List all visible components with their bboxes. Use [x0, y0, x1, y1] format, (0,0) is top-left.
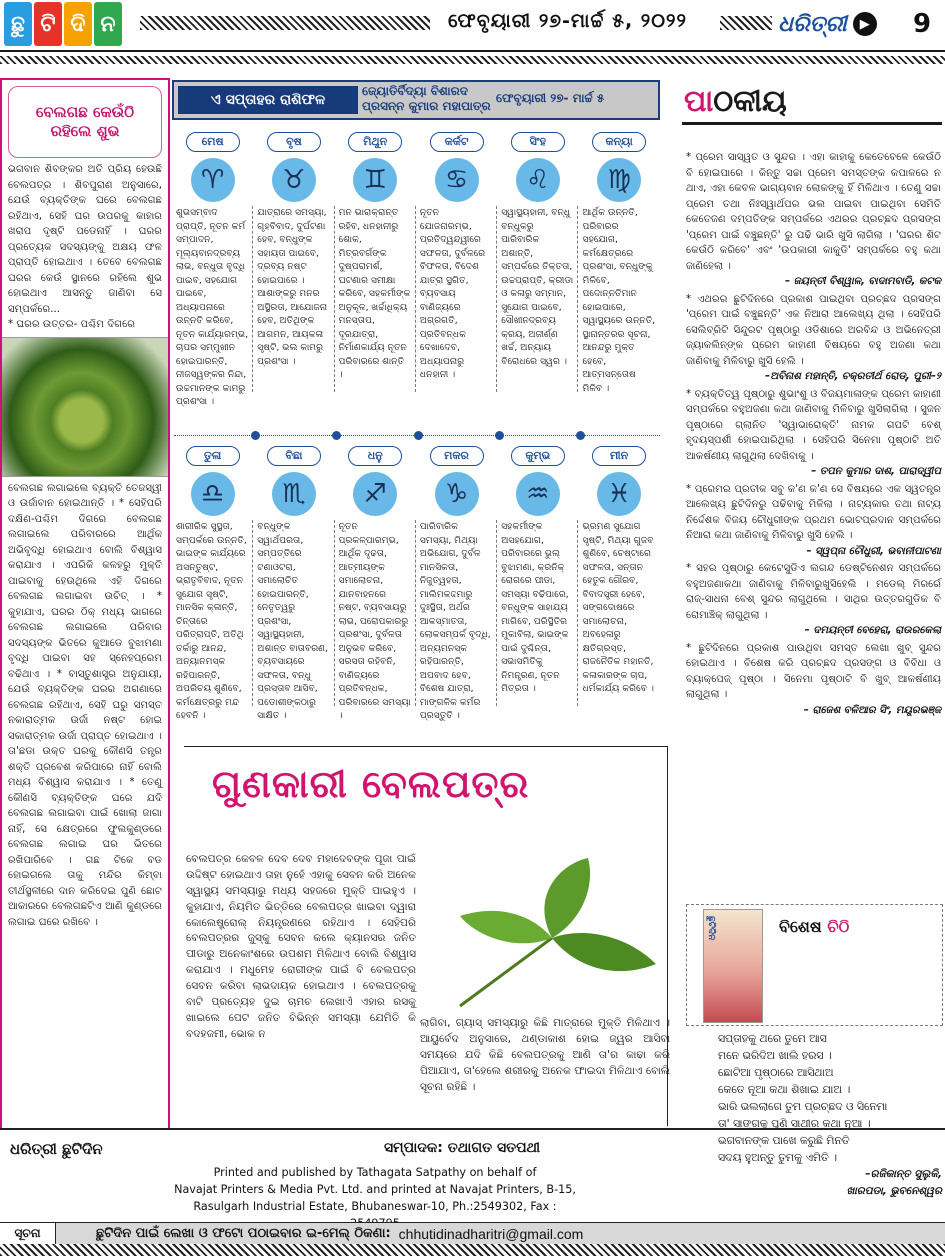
notice-text: ଛୁଟିଦିନ ପାଇଁ ଲେଖା ଓ ଫଟୋ ପଠାଇବାର ଇ-ମେଲ୍ ଠିକଣା: [96, 1226, 391, 1241]
bael-leaf-photo [420, 856, 668, 1012]
zodiac-sign-cell [253, 446, 334, 722]
zodiac-sign-label: କୁମ୍ଭ [511, 446, 565, 466]
zodiac-sign-cell [416, 132, 497, 392]
archer-icon: ♐ [353, 472, 397, 516]
reader-letter-signature: – ସ୍ୱପ୍ନା ଚୌଧୁରୀ, ଭବାନୀପାଟଣା [806, 545, 941, 557]
letters-header [672, 80, 945, 128]
poem-line: ସଦୟ ହୁଅନ୍ତୁ ତୁମକୁ ଏମିତି । [718, 1151, 838, 1165]
water-bearer-icon: ♒ [516, 472, 560, 516]
zodiac-forecast-text: ସହକର୍ମୀଙ୍କ ଅସହଯୋଗ, ପରିବାରରେ ଭୁଲ୍ ବୁଝାମଣା, କ୍ରନିକ୍ ରୋଗରେ ପୀଡା, ସମସ୍ୟା ବଢିପାରେ, ବନ୍ଧୁଙ୍କ ସାହାଯ୍ୟ ମାଗିବେ, ପରିସ୍ଥିତିର ମୁକାବିଲା, ଭାଇଙ୍କ ପାଇଁ ଦୁଶ୍ଚିନ୍ତା, ସଭାସମିତିକୁ ନିମନ୍ତ୍ରଣ, ନୂତନ ମିତ୍ରତା । [497, 520, 578, 706]
reader-letter-signature: – ତପନ କୁମାର ଦାଶ, ପାରାଦ୍ୱୀପ [811, 466, 941, 477]
zodiac-sign-label: କନ୍ୟା [592, 132, 646, 152]
divider-dot [414, 431, 423, 440]
letters-rule [682, 122, 942, 125]
article-body-left: ବେଲପତ୍ର କେବଳ ଦେବ ଦେବ ମହାଦେବଙ୍କ ପୂଜା ପାଇଁ ଉଦ୍ଦିଷ୍ଟ ହୋଇଥାଏ ତାହା ନୁହେଁ ଏହାକୁ ସେବନ କରି ଅନେକ ସ୍ୱାସ୍ଥ୍ୟ ସମସ୍ୟାରୁ ମଧ୍ୟ ସହଜରେ ମୁକ୍ତି ପାଇହୁଏ । କୁହାଯାଏ, ନିୟମିତ ଭିତ୍ତିରେ ବେଲପତ୍ର ଖାଇବା ଦ୍ୱାରା କୋଲେଷ୍ଟ୍ରୋଲ୍ ନିୟନ୍ତ୍ରଣରେ ରହିଥାଏ । ସେହିପରି ବେଲପତ୍ରର ଜୁସ୍କୁ ସେବନ କଲେ କ୍ୟାନସର ଜନିତ ପୀଡାରୁ ଅନେକାଂଶରେ ଉପଶମ ମିଳିଥାଏ ବୋଲି ବିଶ୍ୱାସ କରାଯାଏ । ମଧୁମେହ ରୋଗୀଙ୍କ ପାଇଁ ବି ବେଲପତ୍ର ସେବନ କରିବା ଲାଭଦାୟକ ହୋଇଥାଏ । ବେଲପତ୍ରକୁ ବାଟି ପ୍ରତ୍ୟେହ ଦୁଇ ଚାମଚ ଲେଖାଏଁ ଏହାର ରସକୁ ଖାଇଲେ ପେଟ ଜନିତ ବିଭିନ୍ନ ସମସ୍ୟା ଯେମିତି କି ବଦହଜମୀ, ଭୋକ ନ [186, 853, 416, 1040]
goat-icon: ♑ [435, 472, 479, 516]
left-para-body: ବେଲଗଛ ଲଗାଇଲେ ବ୍ୟକ୍ତି ତେଜସ୍ୱୀ ଓ ଉର୍ଜାବାନ ହୋଇଥାନ୍ତି । * ସେହିପରି ଦକ୍ଷିଣ-ପଶ୍ଚିମ ଦିଗରେ ବେଲଗଛ ଲଗାଇଲେ ପରିବାରରେ ଆର୍ଥିକ ଅଭିବୃଦ୍ଧି ହୋଇଥାଏ ବୋଲି ବିଶ୍ୱାସ କରାଯାଏ । ଏପରିକି କଳହରୁ ମୁକ୍ତି ପାଇବାକୁ ହେଉଥିଲେ ଏହି ଦିଗରେ ବେଲଗଛ ଲଗାଇବା ଉଚିତ୍ । * କୁହାଯାଏ, ଘରର ଠିକ୍ ମଧ୍ୟ ଭାଗରେ ବେଲଗଛ ଲଗାଇଲେ ପରିବାର ସଦସ୍ୟଙ୍କ ଭିତରେ କୁଆଡେ ବୁଝାମଣା ବୃଦ୍ଧି ପାଇବା ସହ ସ୍ନେହପ୍ରେମ ବଢିଥାଏ । * ବାସ୍ତୁଶାସ୍ତ୍ର ଅନୁଯାୟୀ, ଯେଉଁ ବ୍ୟକ୍ତିଙ୍କ ଘରର ଅଗଣାରେ ବେଲଗଛ ରହିଥାଏ, ସେହି ଘରୁ ସମସ୍ତ ନକାରାତ୍ମକ ଉର୍ଜା ନଷ୍ଟ ହୋଇ ସକାରାତ୍ମକ ଉର୍ଜା ପ୍ରାପ୍ତ ହୋଇଥାଏ । ତା'ଛଡା ଉକ୍ତ ଘରକୁ କୌଣସି ତନ୍ତ୍ର ଶକ୍ତି ପ୍ରବେଶ କରିପାରେ ନାହିଁ ବୋଲି ମଧ୍ୟ ବିଶ୍ୱାସ କରାଯାଏ । * ତେଣୁ କୌଣସି ବ୍ୟକ୍ତିଙ୍କ ଘରେ ଯଦି ବେଲଗଛ ଲଗାଇବା ପାଇଁ ଖୋଲା ଜାଗା ନାହିଁ, ସେ କ୍ଷେତ୍ରରେ ଫୁଲକୁଣ୍ଡରେ ବେଲଗଛ ଲଗାଇ ଘର ଭିତରେ ରଖିପାରିବେ । ଗଛ ଟିକେ ବଡ ହୋଇଗଲେ ତାକୁ ମନ୍ଦିର କିମ୍ବା ତୀର୍ଥସ୍ଥଳୀରେ ଦାନ କରିଦେଇ ପୁଣି ଛୋଟ ଆକାରରେ ବେଲଗଛଟିଏ ଆଣି କୁଣ୍ଡରେ ଲଗାଇ ଘରେ ରଖିବେ । [8, 482, 162, 928]
reader-letter: * ସହର ପୃଷ୍ଠାରୁ କେଟେସୁଡିଏ ଲଗନ୍ଦ ଡେଷ୍ଟିନେଶନ ସମ୍ପର୍କରେ ବହୁଅଜଣାକଥା ଜାଣିବାକୁ ମିଳିବାରୁଖୁସିହେଲି । ମଡେଲ୍ ମିରର୍ରେ ରାଜ୍-ସାଧନା ବେଶ୍ ସୁନ୍ଦର ଲାଗୁଥିଲେ । ସାଥିର ଉତ୍ତରଗୁଡିକ ବି ରୋମାଞ୍ଚିକ୍ ଲାଗୁଥିଲା । [686, 563, 941, 621]
zodiac-divider [174, 431, 660, 441]
letters-list [686, 150, 941, 720]
zodiac-forecast-text: ବନ୍ଧୁଙ୍କ ସ୍ୱାର୍ଥପରତା, ସମ୍ପତ୍ତିରେ ଟଣାଓଟରା, ସମାଲୋଚିତ ହୋଇପାରନ୍ତି, ନେତୃତ୍ୱରୁ ପ୍ରଶଂସା, ସ୍ୱାସ୍ଥ୍ୟହାନୀ, ଅଶାନ୍ତ ବାତାବରଣ, ବ୍ୟବସାୟରେ ସଫଳତା, ବନ୍ଧୁ ପ୍ରସ୍ତାବ ଆସିବ, ପଡୋଶୀଙ୍କଠାରୁ ସାକ୍ଷିତ । [253, 520, 334, 706]
astrologer-name: ପ୍ରସନ୍ନ କୁମାର ମହାପାତ୍ର [362, 99, 491, 113]
chhutidina-logo [4, 2, 122, 50]
poem-signature-name: –ରଜିକାନ୍ତ ସୁଲୁକି, [865, 1168, 942, 1181]
imprint-line: Rasulgarh Industrial Estate, Bhubaneswar-10, Ph.:2549302, Fax : [193, 1200, 557, 1214]
special-letter-title [779, 917, 849, 937]
letters-title [684, 84, 787, 119]
zodiac-sign-cell [578, 446, 659, 706]
editor-credit: ସମ୍ପାଦକ: ତଥାଗତ ସତପଥୀ [384, 1140, 541, 1156]
zodiac-sign-cell [335, 132, 416, 392]
reader-letter: * ବ୍ୟକ୍ତିତ୍ୱ ପୃଷ୍ଠାରୁ ଶୁଭାଂଶୁ ଓ ବିଜୟମାଳାଙ୍କ ପ୍ରେମ କାହାଣୀ ସମ୍ପର୍କରେ ବହୁଅଜଣା କଥା ଜାଣିବାକୁ ମିଳିବାରୁ ଖୁସିଲାଗିଲା । ସୁଜନ ପୃଷ୍ଠାରେ ଗ୍ଲାନିତ 'ସ୍ୱାଭାରୋକ୍ତି' ନାମକ ଗପଟି ବେଶ୍ ହୃଦୟସ୍ପର୍ଶୀ ହୋଇପାରିଥିଲା । ସେହିପରି ସିନେମା ପୃଷ୍ଠାଟି ଅତି ଆକର୍ଷଣୀୟ ଲାଗୁଥିଲା ଦେଖିବାକୁ । [686, 388, 941, 462]
special-title-part1: ବିଶେଷ [779, 917, 828, 936]
divider-dot [495, 431, 504, 440]
left-title-line2: ରହିଲେ ଶୁଭ [50, 122, 120, 140]
horoscope-banner: ଏ ସପ୍ତାହର ରାଶିଫଳ [178, 86, 358, 114]
bottom-hatch-strip [0, 1244, 945, 1256]
bull-icon: ♉ [272, 158, 316, 202]
scales-icon: ♎ [191, 472, 235, 516]
logo-letter: ଦି [64, 2, 92, 46]
maiden-icon: ♍ [597, 158, 641, 202]
zodiac-sign-cell [416, 446, 497, 722]
lion-icon: ♌ [516, 158, 560, 202]
logo-letter: ଛୁ [4, 2, 32, 46]
reader-letter: * ପ୍ରେମ ସାସ୍ୱତ ଓ ସୁନ୍ଦର । ଏହା କାହାକୁ କେତେବେଳେ କେଉଁଠି ବି ହୋଇପାରେ । କିନ୍ତୁ ସଚ୍ଚା ପ୍ରେମ ସମସ୍ତଙ୍କ କପାଳରେ ନ ଥାଏ, ଏହା କେବଳ ଭାଗ୍ୟବାନ ଲୋକଙ୍କୁ ହିଁ ମିଳିଥାଏ । ତେଣୁ ସଚ୍ଚା ପ୍ରେମ ତଥା ନିଃସ୍ୱାର୍ଥପର ଭଲ ପାଇବା ପାଇଥିବା ସେମିତି କେତେଜଣ ଦମ୍ପତିଙ୍କ ସମ୍ପର୍କରେ ଏଥରର ପ୍ରଚ୍ଛଦ ପ୍ରସଙ୍ଗ 'ପ୍ରେମ ପାଇଁ ବଞ୍ଚୁଛନ୍ତି' ରୁ ପଢି ଭାରି ଖୁସି ଲାଗିଲା । 'ଘରର ଶିଟ କେଉଁଠି କରିବେ' ଏବଂ 'ଉପକାରୀ କାକୁଡି' ସମ୍ପର୍କରେ ବହୁ କଥା ଜାଣିହେଲା । [686, 152, 941, 272]
zodiac-forecast-text: ଶାରୀରିକ ସୁସ୍ଥତା, ସମ୍ପର୍କରେ ଉନ୍ନତି, ଭାଇଙ୍କ କାର୍ଯ୍ୟରେ ଅସନ୍ତୁଷ୍ଟ, ଭ୍ରାତୃବିବାଦ, ନୂତନ ସୁଯୋଗ ସୃଷ୍ଟି, ମାନସିକ କ୍ଳାନ୍ତି, ଚିନ୍ତାରେ ପରିତ୍ରାପ୍ତି, ଅତିଥି ତର୍କାରୁ ଆନନ୍ଦ, ଅନ୍ୟାନମସ୍କ ରହିପାରନ୍ତି, ଅପରିଚୟ ଶୁଣିବେ, କର୍ମକ୍ଷେତ୍ରରୁ ମନ୍ଦ ହେବନି । [172, 520, 253, 706]
zodiac-sign-cell [172, 132, 253, 408]
reader-letter: * ଛୁଟିଦିନରେ ପ୍ରକାଶ ପାଉଥିବା ସମସ୍ତ ଲେଖା ଖୁବ୍ ସୁନ୍ଦର ହୋଇଥାଏ । ବିଶେଷ କରି ପ୍ରଚ୍ଛଦ ପ୍ରସଙ୍ଗ ଓ ବିବିଧା ଓ ବ୍ୟାକ୍ପେଜ୍ ପୃଷ୍ଠା । ସିନେମା ପୃଷ୍ଠାଟି ବି ଖୁବ୍ ଆକର୍ଷଣୀୟ ଲାଗୁଥିଲା । [686, 642, 941, 700]
page-number: 9 [912, 9, 932, 39]
poem-line: କେତେ ନୂଆ କଥା ଶିଖାଇ ଯାଅ । [718, 1083, 851, 1097]
zodiac-sign-label: ବୃଷ [267, 132, 321, 152]
zodiac-sign-label: ମିଥୁନ [348, 132, 402, 152]
notice-tag: ସୂଚନା [0, 1223, 56, 1245]
letters-title-part1: ପା [684, 84, 714, 119]
zodiac-sign-label: ବିଛା [267, 446, 321, 466]
magazine-cover-thumbnail [703, 909, 763, 1023]
fish-icon: ♓ [597, 472, 641, 516]
crab-icon: ♋ [435, 158, 479, 202]
poem-line: ମନେ ଭରିଦିଅ ଖାଲି ହରସ । [718, 1049, 832, 1063]
publication-name: ଧରିତ୍ରୀ ଛୁଟିଦିନ [10, 1140, 103, 1158]
page-footer [0, 1128, 945, 1222]
zodiac-row-2 [172, 446, 662, 722]
poem-line: ଛୋଟିଆ ପୃଷ୍ଠାରେ ଆସିଥାଅ [718, 1066, 834, 1080]
horoscope-header [172, 80, 660, 120]
zodiac-forecast-text: ଯାତ୍ରାରେ ସମସ୍ୟା, ଗୃହବିବାଦ, ଦୁର୍ଘଟଣା ହେବ, ବନ୍ଧୁଙ୍କ ସହାୟତା ପାଇବେ, ଦ୍ରବ୍ୟ ନଷ୍ଟ ହୋଇପାରେ । ଆଶାଙ୍କରୁ ମନର ଅସ୍ଥିରତା, ଆଯୋଜନା ହେବ, ଅତିଥିଙ୍କ ଆଗମନ, ଆୟକଳା ସୃଷ୍ଟି, ଭଲ କାମରୁ ପ୍ରଶଂସା । [253, 206, 334, 392]
zodiac-forecast-text: ଆର୍ଥିକ ଉନ୍ନତି, ପରିବାରର ସହଯୋଗ, କର୍ମକ୍ଷେତ୍ରରେ ପ୍ରଶଂସା, ବନ୍ଧୁଙ୍କୁ ମିଳିବେ, ପଦୋନ୍ନତିମାନ ହୋଇପାରେ, ସ୍ୱାସ୍ଥ୍ୟରେ ଉନ୍ନତି, ସ୍ଥାନାନ୍ତରର ସୂଚନା, ଆନନ୍ଦରୁ ମୁକ୍ତ ହେବେ, ଆତ୍ମସନ୍ତୋଷ ମିଳିବ । [582, 207, 656, 394]
left-column-article [0, 78, 170, 1130]
horoscope-date: ଫେବୃୟାରୀ ୨୭- ମାର୍ଚ୍ଚ ୫ [496, 91, 605, 105]
reader-letter-signature: – ରାଜେଶ ବଳିଆର ସିଂ, ମୟୂରଭଞ୍ଜ [803, 704, 941, 716]
reader-letter-signature: –ଅବିନାଶ ମହାନ୍ତି, ଚକ୍ରତୀର୍ଥ ରୋଡ୍, ପୁରୀ–୨ [764, 371, 941, 382]
notice-email-link[interactable]: chhutidinadharitri@gmail.com [398, 1225, 584, 1242]
bael-fruit-photo [2, 337, 168, 477]
zodiac-forecast-text: ସ୍ୱାସ୍ଥ୍ୟହାନୀ, ବନ୍ଧୁ ବନ୍ଧୁକରୁ ପାରିବାରିକ ଅଶାନ୍ତି, ସମ୍ପର୍କରେ ତିକ୍ତତା, ଉଚ୍ଚପ୍ରାପ୍ତି, କ୍ରୀଡା ଓ କଳାରୁ ସମ୍ମାନ, ସୁଯୋଗ ପାଇବେ, ସୌଖୀନଦ୍ରବ୍ୟ କ୍ରୟ, ଅଜୀର୍ଣ୍ଣ ଖର୍ଚ୍ଚ, ଅନ୍ୟାୟ ବିରୋଧରେ ସ୍ୱର । [497, 206, 578, 392]
scorpion-icon: ♏ [272, 472, 316, 516]
reader-letter-signature: – ଜୟନ୍ତୀ ବିଶ୍ୱାଳ, ବାଦାମବାଡି, କଟକ [784, 276, 941, 287]
divider-dot [576, 431, 585, 440]
notice-bar [0, 1222, 945, 1244]
leaf-right [552, 933, 656, 971]
reader-letter: * ଏଥରର ଛୁଟିଦିନରେ ପ୍ରକାଶ ପାଇଥିବା ପ୍ରଚ୍ଛଦ ପ୍ରସଙ୍ଗ 'ପ୍ରେମ ପାଇଁ ବଞ୍ଚୁଛନ୍ତି' ଏକ ନିଆରା ଆଲେଖ୍ୟ ଥିଲା । ସେହିପରି ସେଲିବ୍ରିଟି ସିନ୍ଦୁରଟ ପୃଷ୍ଠାରୁ ଓଡିଶାରେ ଅରବିନ୍ଦ ଓ ଅଭିନେତ୍ରୀ ଜ୍ୟାକଲିନ୍ଙ୍କ ପ୍ରେମ କାହାଣୀ ବିଷୟରେ ବହୁ ଅଜଣା କଥା ଜାଣିବାକୁ ମିଳିବାରୁ ଖୁସି ହେଲି । [686, 293, 941, 367]
leaf-top [544, 858, 590, 938]
zodiac-sign-label: ଧନୁ [348, 446, 402, 466]
special-letter-box [686, 904, 943, 1026]
imprint-line: Printed and published by Tathagata Satpathy on behalf of [213, 1166, 537, 1179]
zodiac-forecast-text: ପାରିବାରିକ ସମସ୍ୟା, ମିଥ୍ୟା ଅଭିଯୋଗ, ଦୁର୍ବଳ ମାନସିକତା, ନିଜୁତ୍ୱହତା, ମାଲିମକଦ୍ଦମାରୁ ଦୁଃସ୍ଥିତା, ଅର୍ଥର ଆକସ୍ମାତତା, ଲୋକସମ୍ପର୍କ ବୃଦ୍ଧି, ଅନ୍ୟମନସ୍କ ରହିପାରନ୍ତି, ଅପବାଦ ହେବ, ବିଶେଷ ଯାତ୍ରା, ମାଙ୍ଗଳିକ କର୍ମର ପ୍ରସ୍ତୁତି । [416, 520, 497, 706]
poem-line: ଭଗବାନଙ୍କ ପାଖେ କରୁଛି ମିନତି [718, 1134, 850, 1148]
issue-date: ଫେବୃୟାରୀ ୨୭-ମାର୍ଚ୍ଚ ୫, ୨୦୨୨ [448, 10, 687, 32]
special-title-part2: ଚିଠି [827, 917, 850, 936]
zodiac-forecast-text: ଶୁଭସମ୍ବାଦ ପ୍ରାପ୍ତି, ନୂତନ କର୍ମ ସମ୍ପାଦନ, ମୂଲ୍ୟବାନଦ୍ରବ୍ୟ ଲାଭ, ବନ୍ଧୁତା ବୃଦ୍ଧି ପାଇବ, ସହଯୋଗ ପାଇବେ, ଅଧ୍ୟାପନାରେ ଉନ୍ନତି କରିବେ, ନୂତନ କାର୍ଯ୍ୟାରମ୍ଭ, ଚାପର ସମ୍ମୁଖୀନ ହୋଇପାରନ୍ତି, ନୀଜସ୍ୱଙ୍କର ନିନ୍ଦା, ଉଚ୍ଚମାନଙ୍କ କାମରୁ ପ୍ରଶଂସା । [172, 206, 253, 392]
zodiac-sign-cell [497, 132, 578, 392]
poem-signature-place: ଖାରପଡା, ଭୁବନେଶ୍ୱର [846, 1184, 942, 1197]
zodiac-row-1 [172, 132, 662, 408]
zodiac-forecast-text: ମନ ଭାରାକ୍ରାନ୍ତ ରହିବ, ଧନହାନୀରୁ ଶୋକ, ମିତ୍ରବର୍ଗଙ୍କ ଦୁଷ୍ପରାମର୍ଶ, ଘଟଣାର ସମୀକ୍ଷା କରିବେ, ସହକର୍ମୀଙ୍କ ଅନୁକୂଳ, ଖର୍ଚ୍ଚାଧିକ୍ୟ ମନସ୍ତାପ, ଦୂରଯାତ୍ରା, ନିର୍ମାଣକାର୍ଯ୍ୟ ନୂତନ ପରିବାରରେ ଶାନ୍ତି । [335, 206, 416, 392]
zodiac-sign-label: ସିଂହ [511, 132, 565, 152]
zodiac-sign-label: ତୁଳା [186, 446, 240, 466]
left-para-subhead: * ଘରର ଉତ୍ତର- ପଶ୍ଚିମ ଦିଗରେ [8, 319, 135, 330]
reader-letter: * ପ୍ରେମର ପ୍ରତୀକ ସବୁ କ'ଣ କ'ଣ ସେ ବିଷୟରେ ଏକ ସ୍ୱତନ୍ତ୍ର ଆଲେଖ୍ୟ ଛୁଟିଦିନରୁ ପଢିବାକୁ ମିଳିଲା । ନାଟ୍ୟକାର ତଥା ନାଟ୍ୟ ନିର୍ଦ୍ଦେଶକ ବିଜୟ ଚୌଧୁରୀଙ୍କ ପ୍ରଥମ ଭୋଟପ୍ରଦାନ ସମ୍ପର୍କରେ ନିଆରା କଥା ଜାଣିବାକୁ ମିଳିବାରୁ ଖୁସି ହେଲି । [686, 483, 941, 541]
letters-title-part2: ଠକୀୟ [713, 84, 787, 119]
zodiac-sign-label: କର୍କଟ [430, 132, 484, 152]
zodiac-sign-cell [578, 132, 659, 392]
astrologer-credit [362, 84, 491, 114]
imprint-line: Navajat Printers & Media Pvt. Ltd. and printed at Navajat Printers, B-15, [174, 1183, 576, 1197]
zodiac-sign-cell [172, 446, 253, 722]
zodiac-forecast-text: ଭ୍ରମଣ ସୁଯୋଗ ସୃଷ୍ଟି, ମିଥ୍ୟା ଗୁଜବ ଶୁଣିବେ, ଚେଷ୍ଟାରେ ସଫଳତା, ସନ୍ତାନ ହେତୁକ ଗୌରବ, ବିବାଦସ୍ତ୍ରୀ ହେବେ, ସଙ୍ଗଦୋଷରେ ସମାଲୋଚନା, ଅବହେଳାରୁ କ୍ଷତିଗ୍ରସ୍ତ, ରାଜନୈତିକ ମହାନତି, କଳାକାରଙ୍କ ଚାପ, ଧର୍ମକାର୍ଯ୍ୟ କରିବେ । [582, 521, 655, 695]
zodiac-sign-label: ମକର [430, 446, 484, 466]
left-para-intro: ଭଗବାନ ଶିବଙ୍କର ଅତି ପ୍ରିୟ ହେଉଛି ବେଲପତ୍ର । ଶିବପୁରାଣ ଅନୁସାରେ, ଯେଉଁ ବ୍ୟକ୍ତିଙ୍କ ଘରେ ବେଲଗଛ ରହିଥାଏ, ସେହି ଘର ଉପରକୁ କାହାର ଖରାପ ଦୃଷ୍ଟି ପଡେନାହିଁ । ଘରର ପ୍ରତ୍ୟେକ ସଦସ୍ୟଙ୍କୁ ଅକ୍ଷୟ ଫଳ ପ୍ରାପ୍ତି ହୋଇଥାଏ । ତେବେ ବେଲଗଛ ଘରର କେଉଁ ସ୍ଥାନରେ ରହିଲେ ଶୁଭ ହୋଇଥାଏ ଆସନ୍ତୁ ଜାଣିବା ସେ ସମ୍ପର୍କରେ... [8, 164, 162, 315]
top-hatch-strip [0, 56, 945, 64]
zodiac-sign-cell [335, 446, 416, 722]
left-article-title [8, 86, 162, 158]
article-title: ଗୁଣକାରୀ ବେଲପତ୍ର [212, 762, 530, 806]
astrologer-title: ଜ୍ୟୋତିର୍ବିଦ୍ୟା ବିଶାରଦ [362, 84, 468, 98]
zodiac-sign-label: ମେଷ [186, 132, 240, 152]
poem-line: ସପ୍ତାହକୁ ଥରେ ତୁମେ ଆସ [718, 1032, 827, 1045]
left-title-line1: ବେଲଗଛ କେଉଁଠି [35, 102, 135, 121]
poem-line: ଭାରି ଭଲଲାଗେ ତୁମ ପ୍ରଚ୍ଛଦ ଓ ସିନେମା [718, 1100, 888, 1114]
zodiac-sign-label: ମୀନ [592, 446, 646, 466]
brand-block [778, 4, 888, 44]
masthead-hatch-right [720, 16, 772, 30]
zodiac-sign-cell [253, 132, 334, 392]
divider-dot [332, 431, 341, 440]
play-icon: ▶ [853, 12, 877, 36]
twins-icon: ♊ [353, 158, 397, 202]
divider-dot [251, 431, 260, 440]
zodiac-sign-cell [497, 446, 578, 706]
article-body-right: ଲାଗିବା, ଗ୍ୟାସ୍ ସମସ୍ୟାରୁ କିଛି ମାତ୍ରାରେ ମୁକ୍ତି ମିଳିଥାଏ । ଆୟୁର୍ବେଦ ଅନୁସାରେ, ଥଣ୍ଡାକାଶ ହୋଇ ଜ୍ୱର ଆସିବା ସମୟରେ ଯଦି କିଛି ବେଲପତ୍ରକୁ ଆଣି ତା'ର କାଢା କରି ପିଆଯାଏ, ତା'ହେଲେ ଶରୀରକୁ ଅନେକ ଫାଇଦା ମିଳିଥାଏ ବୋଲି ସୂଚନା ରହିଛି । [420, 1017, 670, 1093]
masthead [0, 0, 945, 52]
zodiac-forecast-text: ନୂତନ ପ୍ରକଳ୍ପାରମ୍ଭ, ଆର୍ଥିକ ଦୃଢତା, ଆତ୍ମୀୟଙ୍କ ସମାଲୋଚନା, ଯାନବାହନରେ ନଷ୍ଟ, ବ୍ୟବସାୟରୁ ଲାଭ, ପରୋପକାରରୁ ପ୍ରଶଂସା, ଦୁର୍ବଳତା ଅନୁଭବ କରିବେ, ସରସତା ରହିବନି, ବାଣିଜ୍ୟରେ ପ୍ରତିବନ୍ଧକ, ପରିବାରରେ ସମସ୍ୟା । [335, 520, 416, 706]
reader-letter-signature: – ଦମୟନ୍ତୀ ବେହେରା, ରାଉରକେଲା [804, 625, 941, 636]
leaf-left [460, 911, 552, 943]
logo-letter: ନ [94, 2, 122, 46]
dharitri-brand: ଧରିତ୍ରୀ [778, 11, 847, 37]
zodiac-forecast-text: ନୂତନ ଯୋଜନାରମ୍ଭ, ପ୍ରତିଦ୍ୱନ୍ଦ୍ୱୀରେ ସଫଳତା, ଦୁର୍ବଳରେ ବିଫଳତା, ବିଦେଶ ଯାତ୍ରା ସ୍ଥଗିତ, ବ୍ୟବସାୟ ବାଣିଜ୍ୟରେ ଅଗ୍ରଗତି, ପ୍ରତିବନ୍ଧକ ଦେଖାଦେବ, ଅଧ୍ୟାପନାରୁ ଧନହାନୀ । [416, 206, 497, 392]
ram-icon: ♈ [191, 158, 235, 202]
leaf-stem [460, 938, 552, 1006]
magazine-cover-label: ଛୁଟିଦିନ [706, 916, 716, 941]
poem-line: ତା' ସାଙ୍ଗକୁ ପୁଣି ସାଥୀର କଥା ନୂଆ । [718, 1117, 871, 1131]
logo-letter: ଟି [34, 2, 62, 46]
masthead-hatch-left [140, 16, 430, 30]
